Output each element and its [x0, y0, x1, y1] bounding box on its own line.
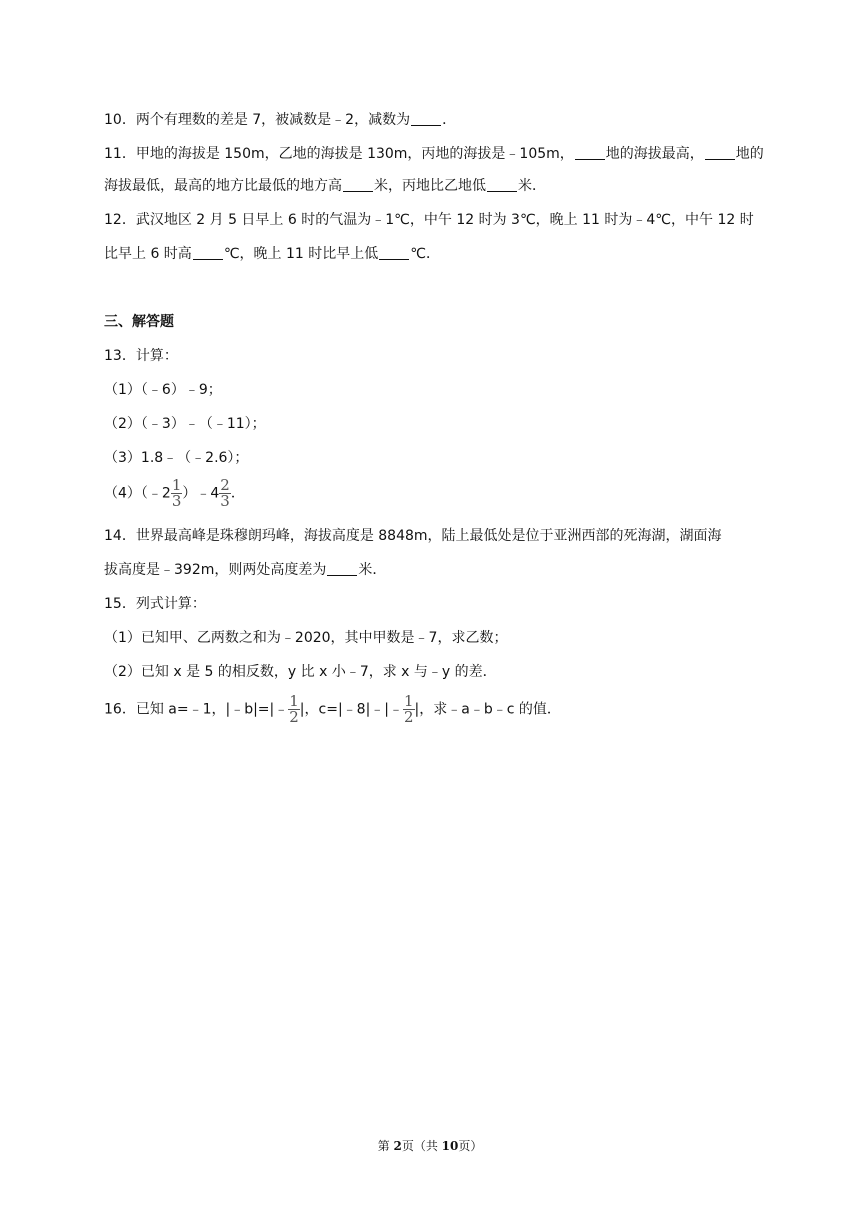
answer-blank — [705, 145, 735, 160]
q12-text-a: 12．武汉地区 2 月 5 日早上 6 时的气温为﹣1℃，中午 12 时为 3℃，晚上 11 时为﹣4℃，中午 12 时 — [104, 212, 754, 228]
q11-text-f: 米． — [518, 178, 546, 194]
question-10 — [104, 110, 456, 130]
total-pages: 10 — [441, 1139, 459, 1153]
q13-p4-text-b: ）﹣4 — [182, 485, 220, 502]
fraction-numerator: 1 — [289, 692, 299, 710]
question-16 — [104, 694, 561, 725]
question-14-line2 — [104, 560, 386, 580]
q13-p4-text-a: （4）（﹣2 — [104, 485, 171, 502]
answer-blank — [487, 177, 517, 192]
answer-blank — [327, 561, 357, 576]
q15-part-2: （2）已知 x 是 5 的相反数，y 比 x 小﹣7，求 x 与﹣y 的差． — [104, 664, 497, 680]
fraction-numerator: 1 — [404, 692, 414, 710]
answer-blank — [575, 145, 605, 160]
question-14-line1: 14．世界最高峰是珠穆朗玛峰，海拔高度是 8848m，陆上最低处是位于亚洲西部的死海湖，湖面海 — [104, 528, 722, 544]
q12-text-d: ℃． — [410, 246, 440, 262]
fraction — [288, 694, 300, 725]
question-12-line1 — [104, 210, 754, 230]
q13-part-2: （2）（﹣3）﹣（﹣11）； — [104, 416, 266, 432]
page-number: 2 — [393, 1139, 402, 1153]
fraction — [171, 478, 183, 509]
q11-text-a: 11．甲地的海拔是 150m，乙地的海拔是 130m，丙地的海拔是﹣105m， — [104, 146, 574, 162]
fraction-denominator: 2 — [404, 708, 414, 726]
page-footer — [0, 1137, 860, 1154]
q10-end: ． — [442, 112, 457, 128]
q11-text-c: 地的 — [735, 146, 764, 162]
q16-text-c: |，求﹣a﹣b﹣c 的值． — [414, 701, 561, 718]
question-11-line2 — [104, 176, 546, 196]
q12-text-c: ℃，晚上 11 时比早上低 — [223, 246, 379, 262]
q11-text-e: 米，丙地比乙地低 — [374, 178, 486, 194]
footer-mid: 页（共 — [401, 1139, 442, 1153]
q16-text-b: |，c=|﹣8|﹣|﹣ — [299, 701, 403, 718]
q13-p4-text-c: ． — [230, 485, 245, 502]
q11-text-b: 地的海拔最高， — [605, 146, 704, 162]
q12-text-b: 比早上 6 时高 — [104, 246, 192, 262]
footer-prefix: 第 — [377, 1139, 394, 1153]
fraction-denominator: 2 — [289, 708, 299, 726]
fraction — [219, 478, 231, 509]
answer-blank — [379, 245, 409, 260]
footer-suffix: 页） — [458, 1139, 483, 1153]
q11-text-d: 海拔最低，最高的地方比最低的地方高 — [104, 178, 342, 194]
q10-text: 10．两个有理数的差是 7，被减数是﹣2，减数为 — [104, 112, 411, 128]
q13-part-4 — [104, 478, 245, 509]
section-heading: 三、解答题 — [104, 314, 174, 330]
question-11-line1 — [104, 144, 764, 164]
q16-text-a: 16．已知 a=﹣1，|﹣b|=|﹣ — [104, 701, 289, 718]
fraction-denominator: 3 — [220, 492, 230, 510]
question-13-title: 13．计算： — [104, 348, 178, 364]
q15-part-1: （1）已知甲、乙两数之和为﹣2020，其中甲数是﹣7，求乙数； — [104, 630, 508, 646]
answer-blank — [411, 111, 441, 126]
fraction-denominator: 3 — [171, 492, 182, 510]
question-12-line2 — [104, 244, 440, 264]
question-15-title: 15．列式计算： — [104, 596, 206, 612]
fraction-numerator: 1 — [171, 476, 182, 494]
q13-part-3: （3）1.8﹣（﹣2.6）； — [104, 450, 249, 466]
answer-blank — [193, 245, 223, 260]
q13-part-1: （1）（﹣6）﹣9； — [104, 382, 222, 398]
q14-text-b: 米． — [358, 562, 387, 578]
fraction-numerator: 2 — [220, 476, 230, 494]
q14-text-a: 拔高度是﹣392m，则两处高度差为 — [104, 562, 327, 578]
fraction — [403, 694, 415, 725]
answer-blank — [343, 177, 373, 192]
